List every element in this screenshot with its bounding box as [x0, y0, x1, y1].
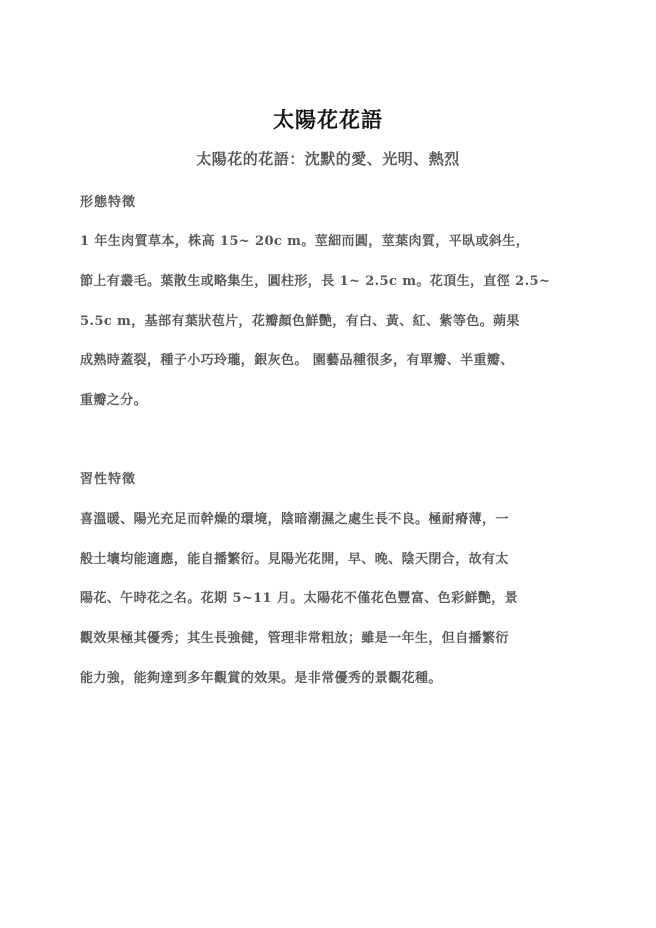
- paragraph-line: 1 年生肉質草本，株高 15~ 20c m。莖細而圓，莖葉肉質，平臥或斜生，: [80, 234, 530, 249]
- paragraph-line: 陽花、午時花之名。花期 5~11 月。太陽花不僅花色豐富、色彩鮮艷，景: [80, 591, 519, 606]
- paragraph-line: 喜溫暖、陽光充足而幹燥的環境，陰暗潮濕之處生長不良。極耐瘠薄，一: [80, 512, 509, 527]
- paragraph-line: 能力強，能夠達到多年觀賞的效果。是非常優秀的景觀花種。: [80, 671, 442, 686]
- page-title: 太陽花花語: [273, 107, 383, 132]
- paragraph-line: 成熟時蓋裂，種子小巧玲瓏，銀灰色。 園藝品種很多，有單瓣、半重瓣、: [80, 353, 514, 368]
- paragraph-line: 5.5c m，基部有葉狀苞片，花瓣顏色鮮艷，有白、黃、紅、紫等色。蒴果: [80, 314, 520, 329]
- section-heading-morphology: 形態特徵: [80, 195, 137, 210]
- paragraph-line: 節上有叢毛。葉散生或略集生，圓柱形，長 1~ 2.5c m。花頂生，直徑 2.5~: [80, 274, 551, 289]
- section-heading-habits: 習性特徵: [80, 472, 137, 487]
- page-subtitle: 太陽花的花語：沈默的愛、光明、熱烈: [196, 150, 460, 168]
- paragraph-line: 重瓣之分。: [80, 393, 148, 408]
- paragraph-line: 觀效果極其優秀；其生長強健，管理非常粗放；雖是一年生，但自播繁衍: [80, 631, 509, 646]
- paragraph-line: 般土壤均能適應，能自播繁衍。見陽光花開，早、晚、陰天閉合，故有太: [80, 552, 509, 567]
